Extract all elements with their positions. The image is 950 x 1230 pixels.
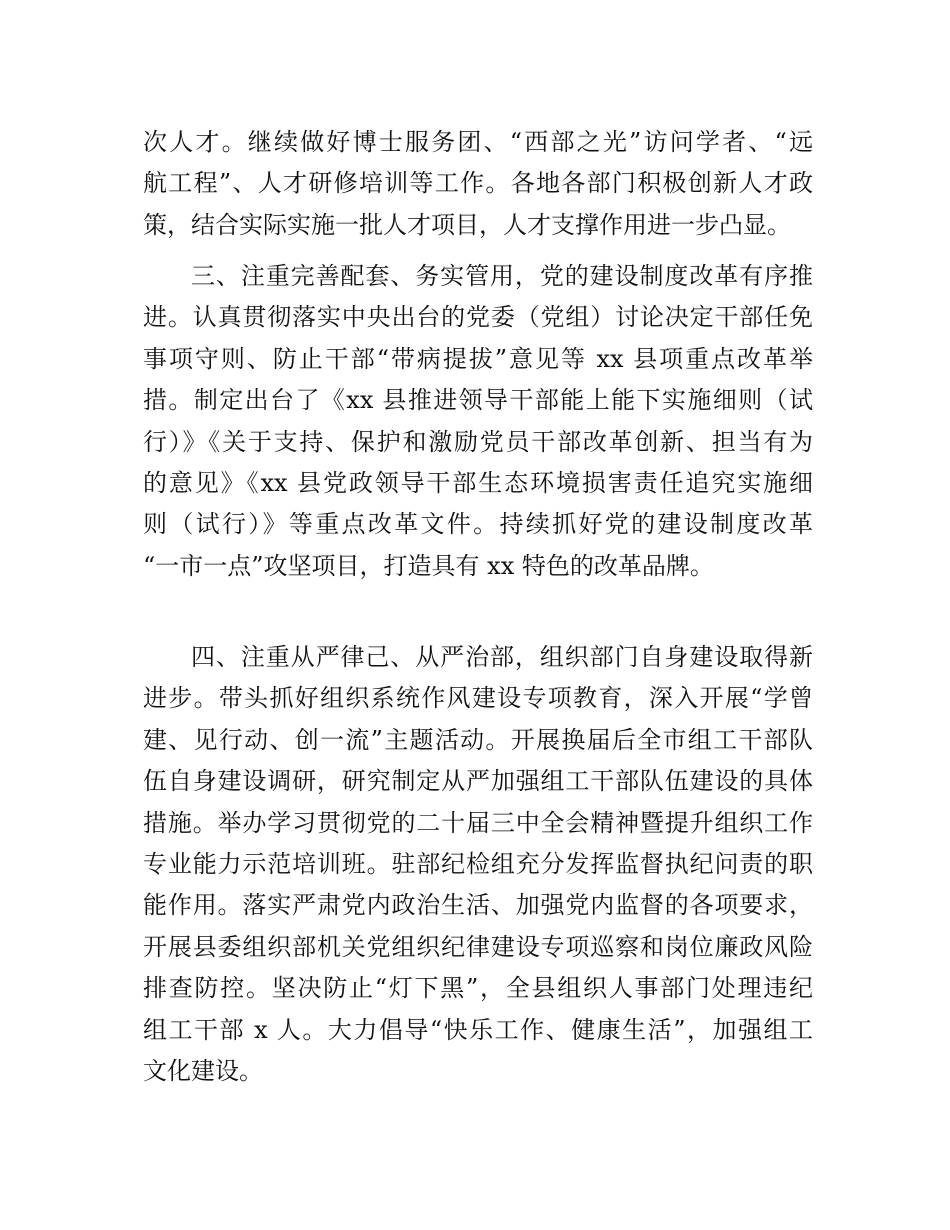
paragraph-section-three bbox=[143, 256, 813, 587]
text-line: 航工程”、人才研修培训等工作。各地各部门积极创新人才政 bbox=[143, 169, 813, 198]
text-line: 伍自身建设调研，研究制定从严加强组工干部队伍建设的具体 bbox=[143, 767, 813, 796]
text-line: 开展县委组织部机关党组织纪律建设专项巡察和岗位廉政风险 bbox=[143, 932, 813, 961]
text-line: 四、注重从严律己、从严治部，组织部门自身建设取得新 bbox=[191, 643, 813, 671]
text-line: 进步。带头抓好组织系统作风建设专项教育，深入开展“学曾 bbox=[143, 684, 813, 713]
text-line: “一市一点”攻坚项目，打造具有 xx 特色的改革品牌。 bbox=[143, 551, 714, 580]
text-line: 措。制定出台了《xx 县推进领导干部能上能下实施细则（试 bbox=[143, 386, 813, 415]
text-line: 能作用。落实严肃党内政治生活、加强党内监督的各项要求， bbox=[143, 891, 813, 920]
text-line: 进。认真贯彻落实中央出台的党委（党组）讨论决定干部任免 bbox=[143, 303, 813, 332]
text-line: 排查防控。坚决防止“灯下黑”，全县组织人事部门处理违纪 bbox=[143, 974, 813, 1003]
text-line: 次人才。继续做好博士服务团、“西部之光”访问学者、“远 bbox=[143, 128, 813, 156]
paragraph-section-four bbox=[143, 637, 813, 1092]
text-line: 建、见行动、创一流”主题活动。开展换届后全市组工干部队 bbox=[143, 725, 813, 754]
text-line: 事项守则、防止干部“带病提拔”意见等 xx 县项重点改革举 bbox=[143, 344, 813, 373]
text-line: 的意见》《xx 县党政领导干部生态环境损害责任追究实施细 bbox=[143, 468, 813, 497]
text-line: 策，结合实际实施一批人才项目，人才支撑作用进一步凸显。 bbox=[143, 210, 791, 239]
text-line: 三、注重完善配套、务实管用，党的建设制度改革有序推 bbox=[191, 262, 813, 290]
text-line: 行）》《关于支持、保护和激励党员干部改革创新、担当有为 bbox=[143, 427, 813, 456]
text-line: 则（试行）》等重点改革文件。持续抓好党的建设制度改革 bbox=[143, 510, 813, 539]
paragraph-talent-continuation bbox=[143, 122, 813, 246]
text-line: 文化建设。 bbox=[143, 1056, 263, 1085]
text-line: 组工干部 x 人。大力倡导“快乐工作、健康生活”，加强组工 bbox=[143, 1015, 813, 1044]
text-line: 专业能力示范培训班。驻部纪检组充分发挥监督执纪问责的职 bbox=[143, 849, 813, 878]
text-line: 措施。举办学习贯彻党的二十届三中全会精神暨提升组织工作 bbox=[143, 808, 813, 837]
